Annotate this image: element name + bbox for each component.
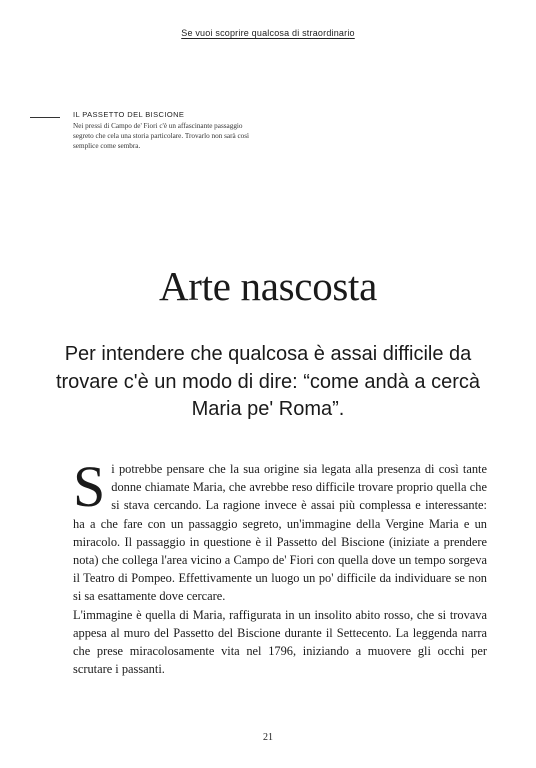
article-subtitle: Per intendere che qualcosa è assai difficile da trovare c'è un modo di dire: “come andà a cercà Maria pe' Roma”. bbox=[55, 343, 481, 420]
page-number: 21 bbox=[263, 732, 273, 743]
running-header-text: Se vuoi scoprire qualcosa di straordinario bbox=[181, 28, 355, 38]
sidenote-text: Nei pressi di Campo de' Fiori c'è un affascinante passaggio segreto che cela una storia particolare. Trovarlo non sarà così semplice come sembra. bbox=[73, 122, 250, 150]
paragraph-1 bbox=[73, 454, 487, 606]
article-body bbox=[73, 454, 487, 678]
running-header bbox=[0, 28, 536, 38]
paragraph-1-text: i potrebbe pensare che la sua origine sia legata alla presenza di così tante donne chiamate Maria, che avrebbe reso difficile trovare proprio quella che si stava cercando. La ragione invece è assai più complessa e interessante: ha a che fare con un passaggio segreto, un'immagine della Vergine Maria e un miracolo. Il passaggio in questione è il Passetto del Biscione (iniziate a prendere nota) che collega l'area vicino a Campo de' Fiori con quella dove un tempo sorgeva il Teatro di Pompeo. Effettivamente un luogo un po' difficile da individuare se non si sa esattamente dove cercare. bbox=[73, 462, 487, 604]
sidenote-title: IL PASSETTO DEL BISCIONE bbox=[73, 110, 185, 119]
paragraph-2: L'immagine è quella di Maria, raffigurata in un insolito abito rosso, che si trovava appesa al muro del Passetto del Biscione durante il Settecento. La leggenda narra che prese miracolosamente vita nel 1796, iniziando a muovere gli occhi per scrutare i passanti. bbox=[73, 607, 487, 677]
sidenote bbox=[73, 110, 253, 151]
article-title: Arte nascosta bbox=[158, 263, 378, 309]
sidenote-rule bbox=[30, 117, 60, 118]
drop-cap: S bbox=[73, 454, 106, 519]
